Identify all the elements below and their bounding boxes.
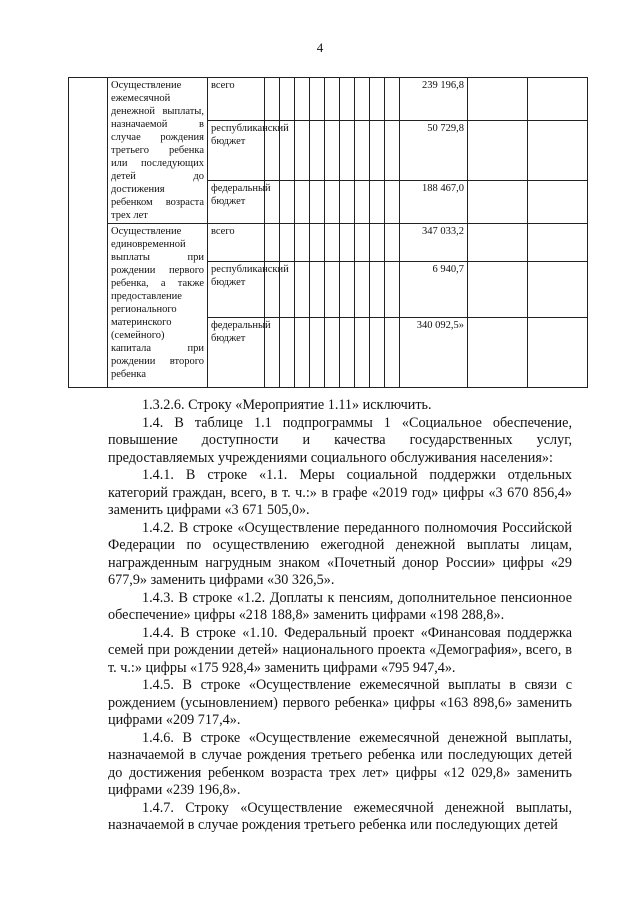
empty-year-cell (295, 262, 310, 318)
amount-cell: 239 196,8 (400, 78, 468, 121)
paragraph: 1.3.2.6. Строку «Мероприятие 1.11» исключить. (142, 397, 432, 413)
paragraph: 1.4.1. В строке «1.1. Меры социальной поддержки отдельных категорий граждан, всего, в т. ч.:» в графе «2019 год» цифры «3 670 856,4» заменить цифрами «3 671 505,0». (108, 467, 572, 518)
amount-cell: 347 033,2 (400, 224, 468, 262)
empty-year-cell (310, 318, 325, 388)
empty-year-cell (528, 180, 588, 223)
page-number: 4 (316, 40, 324, 55)
empty-year-cell (340, 121, 355, 180)
amount-cell: 50 729,8 (400, 121, 468, 180)
amount-cell: 188 467,0 (400, 180, 468, 223)
paragraph: 1.4.5. В строке «Осуществление ежемесячной выплаты в связи с рождением (усыновлением) первого ребенка» цифры «163 898,6» заменить цифрами «209 717,4». (108, 677, 572, 728)
empty-year-cell (370, 262, 385, 318)
empty-year-cell (370, 121, 385, 180)
empty-year-cell (468, 224, 528, 262)
empty-year-cell (325, 318, 340, 388)
empty-year-cell (280, 78, 295, 121)
paragraph: 1.4. В таблице 1.1 подпрограммы 1 «Социальное обеспечение, повышение доступности и качества государственных услуг, предоставляемых учреждениями социального обслуживания населения»: (108, 414, 572, 466)
empty-year-cell (355, 121, 370, 180)
empty-year-cell (468, 78, 528, 121)
empty-year-cell (325, 180, 340, 223)
budget-table (68, 77, 588, 388)
measure-name-cell: Осуществление ежемесячной денежной выплаты, назначаемой в случае рождения третьего ребенка или последующих детей до достижения ребенком возраста трех лет (108, 78, 208, 224)
empty-year-cell (325, 78, 340, 121)
empty-year-cell (280, 180, 295, 223)
empty-year-cell (528, 224, 588, 262)
empty-year-cell (340, 318, 355, 388)
empty-year-cell (370, 78, 385, 121)
empty-year-cell (385, 180, 400, 223)
empty-year-cell (528, 78, 588, 121)
empty-year-cell (528, 318, 588, 388)
funding-source-cell: республиканский бюджет (208, 121, 265, 180)
empty-year-cell (355, 262, 370, 318)
funding-source-cell: всего (208, 78, 265, 121)
empty-year-cell (310, 262, 325, 318)
row-number-cell (69, 78, 108, 388)
empty-year-cell (528, 121, 588, 180)
empty-year-cell (295, 78, 310, 121)
empty-year-cell (295, 180, 310, 223)
table-row (69, 224, 588, 262)
empty-year-cell (385, 78, 400, 121)
empty-year-cell (295, 121, 310, 180)
measure-name-cell: Осуществление единовременной выплаты при рождении первого ребенка, а также предоставление регионального материнского (семейного) капитала при рождении второго ребенка (108, 224, 208, 388)
empty-year-cell (310, 224, 325, 262)
empty-year-cell (370, 180, 385, 223)
paragraph: 1.4.3. В строке «1.2. Доплаты к пенсиям, дополнительное пенсионное обеспечение» цифры «218 188,8» заменить цифрами «198 288,8». (108, 589, 572, 623)
empty-year-cell (295, 224, 310, 262)
empty-year-cell (355, 318, 370, 388)
empty-year-cell (370, 318, 385, 388)
empty-year-cell (295, 318, 310, 388)
paragraph: 1.4.4. В строке «1.10. Федеральный проект «Финансовая поддержка семей при рождении детей» национального проекта «Демография», всего, в т. ч.:» цифры «175 928,4» заменить цифрами «795 947,4». (108, 624, 572, 676)
paragraph: 1.4.6. В строке «Осуществление ежемесячной денежной выплаты, назначаемой в случае рождения третьего ребенка или последующих детей до достижения ребенком возраста трех лет» цифры «12 029,8» заменить цифрами «239 196,8». (108, 729, 572, 798)
paragraph: 1.4.7. Строку «Осуществление ежемесячной денежной выплаты, назначаемой в случае рождения третьего ребенка или последующих детей (108, 799, 572, 833)
empty-year-cell (468, 262, 528, 318)
empty-year-cell (370, 224, 385, 262)
amount-cell: 6 940,7 (400, 262, 468, 318)
empty-year-cell (265, 78, 280, 121)
empty-year-cell (528, 262, 588, 318)
paragraph: 1.4.2. В строке «Осуществление переданного полномочия Российской Федерации по осуществлению ежегодной денежной выплаты лицам, награжденным нагрудным знаком «Почетный донор России» цифры «29 677,9» заменить цифрами «30 326,5». (108, 519, 572, 588)
budget-table-body (69, 78, 588, 388)
empty-year-cell (468, 121, 528, 180)
empty-year-cell (385, 262, 400, 318)
empty-year-cell (325, 224, 340, 262)
funding-source-cell: федеральный бюджет (208, 180, 265, 223)
empty-year-cell (280, 318, 295, 388)
empty-year-cell (385, 318, 400, 388)
empty-year-cell (310, 121, 325, 180)
table-row (69, 78, 588, 121)
empty-year-cell (468, 180, 528, 223)
empty-year-cell (340, 262, 355, 318)
funding-source-cell: федеральный бюджет (208, 318, 265, 388)
empty-year-cell (325, 262, 340, 318)
funding-source-cell: республиканский бюджет (208, 262, 265, 318)
empty-year-cell (340, 224, 355, 262)
document-text (108, 397, 572, 835)
empty-year-cell (385, 121, 400, 180)
empty-year-cell (310, 78, 325, 121)
empty-year-cell (310, 180, 325, 223)
empty-year-cell (355, 224, 370, 262)
empty-year-cell (355, 78, 370, 121)
empty-year-cell (385, 224, 400, 262)
funding-source-cell: всего (208, 224, 265, 262)
empty-year-cell (468, 318, 528, 388)
empty-year-cell (340, 78, 355, 121)
empty-year-cell (355, 180, 370, 223)
empty-year-cell (280, 224, 295, 262)
empty-year-cell (265, 224, 280, 262)
empty-year-cell (325, 121, 340, 180)
amount-cell: 340 092,5» (400, 318, 468, 388)
empty-year-cell (340, 180, 355, 223)
